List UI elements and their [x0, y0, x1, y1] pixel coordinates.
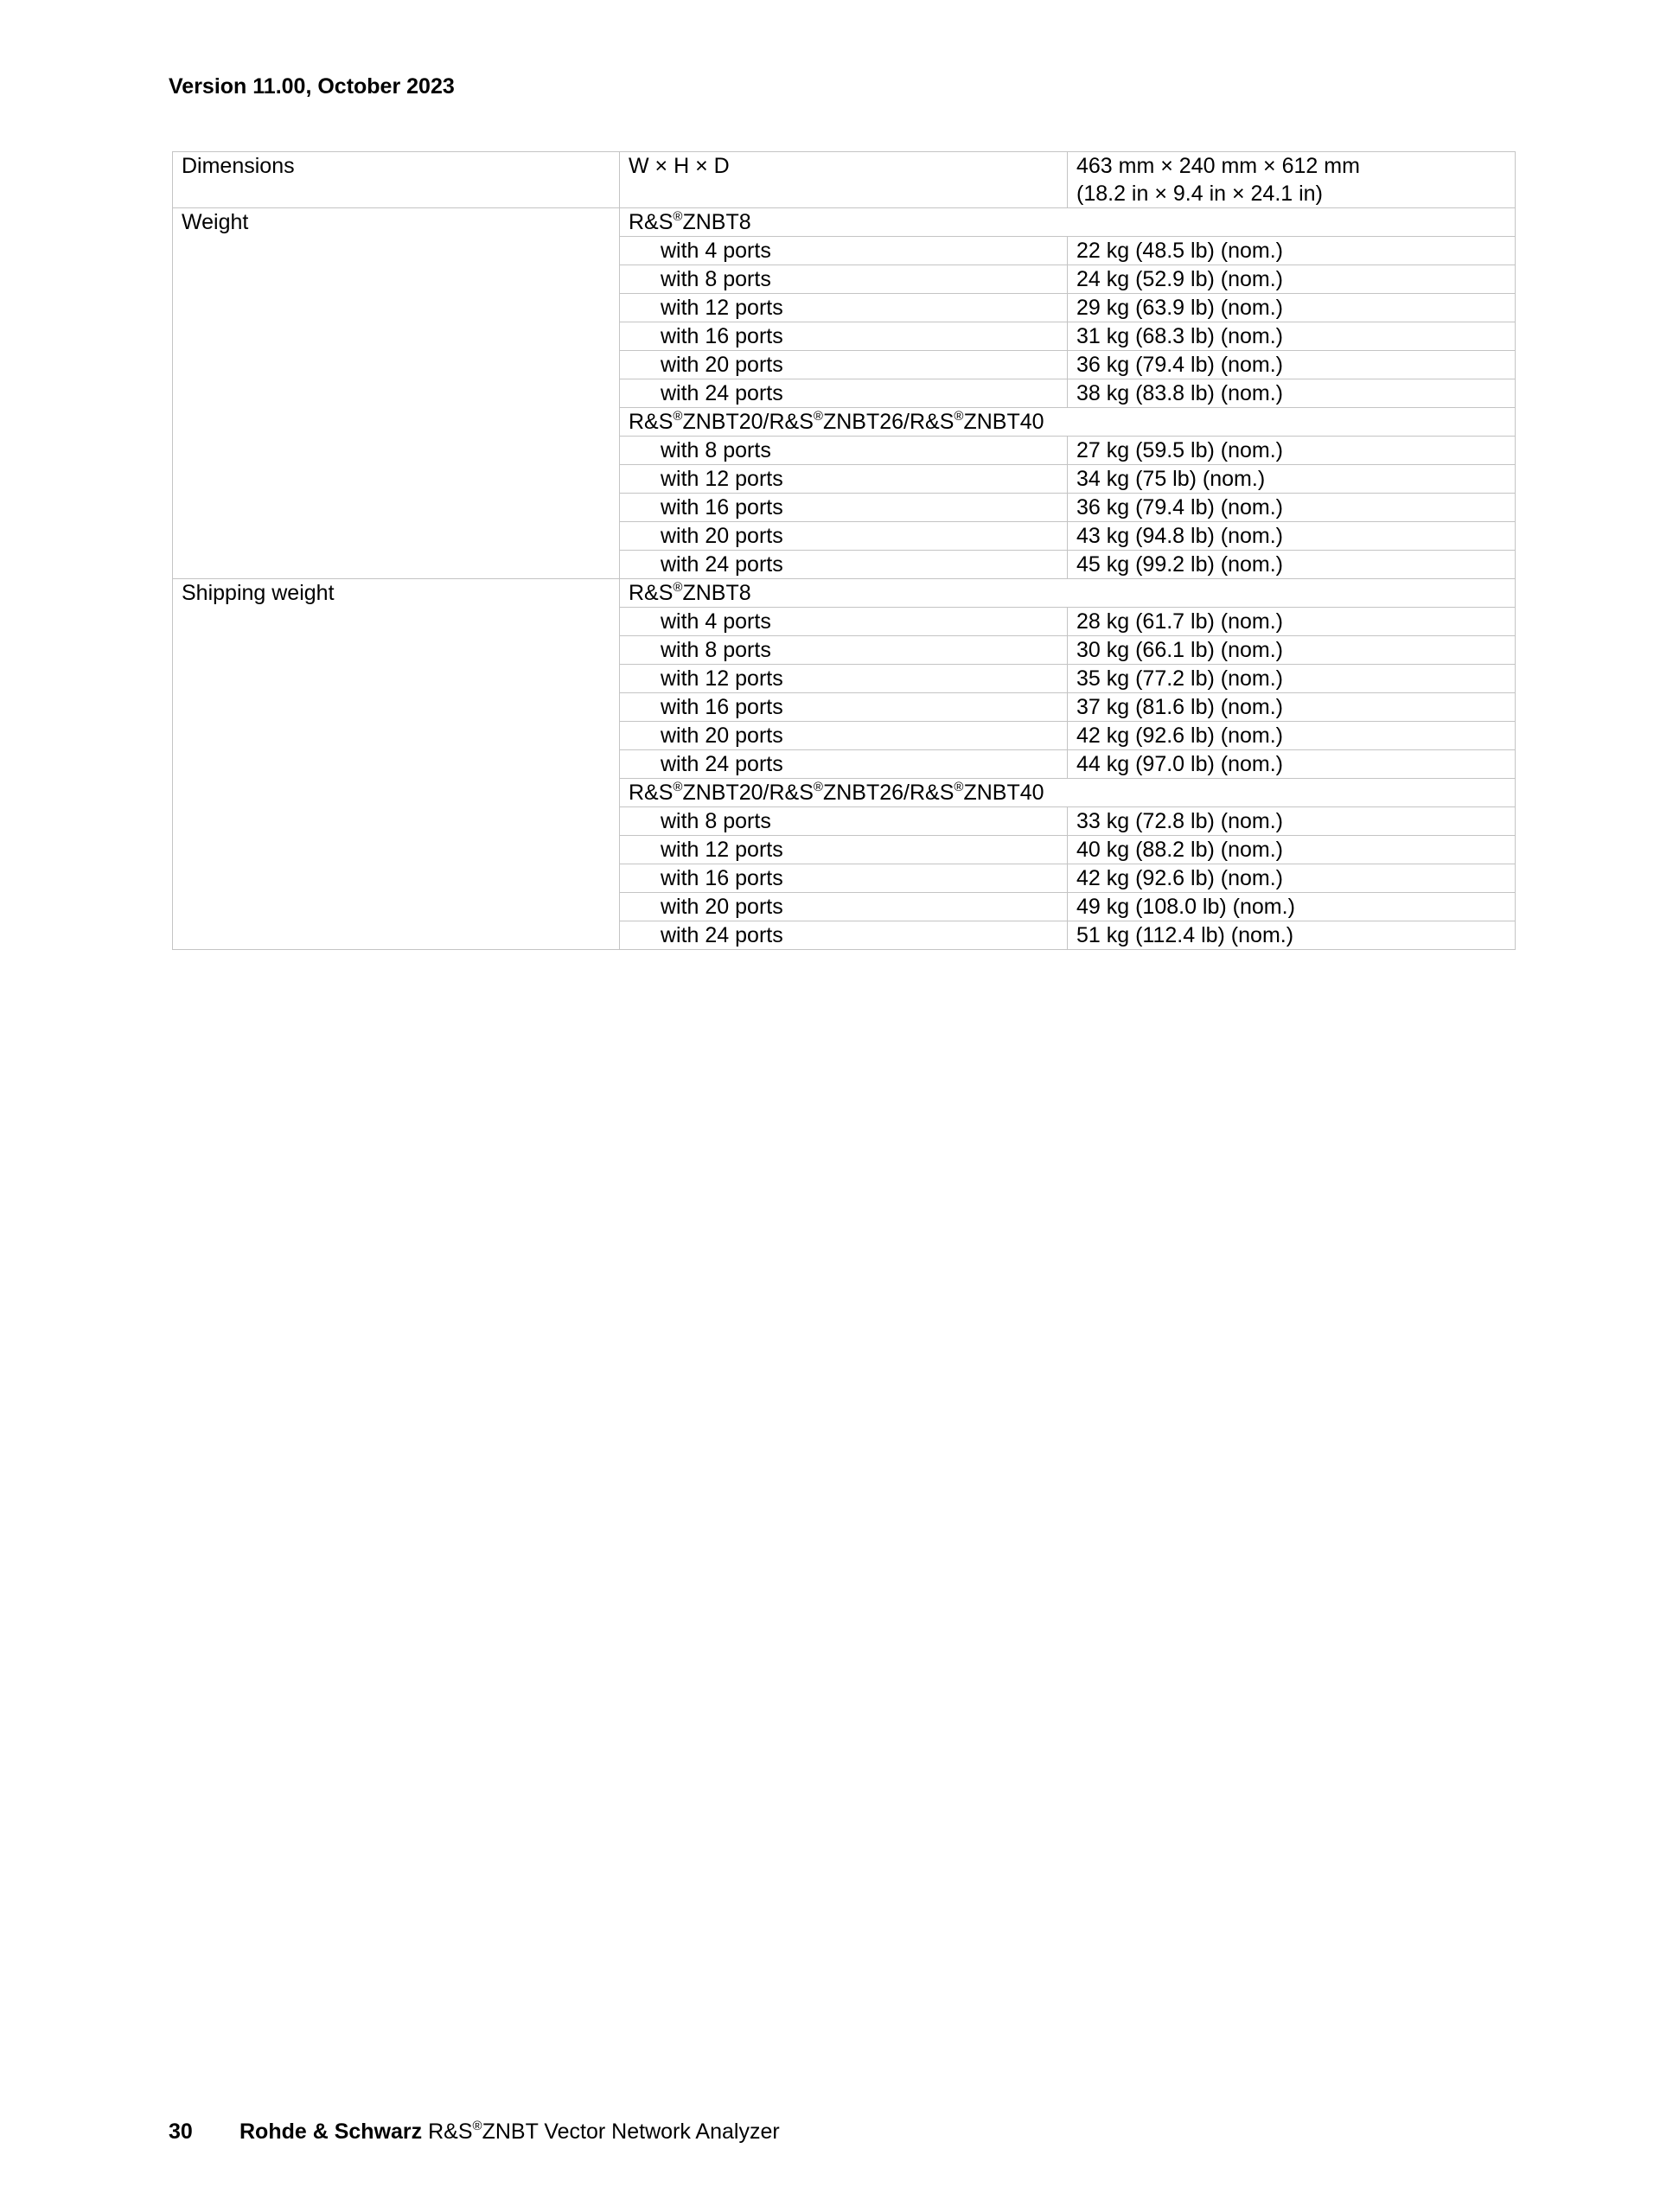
value: 37 kg (81.6 lb) (nom.) [1068, 693, 1516, 722]
table-row [173, 579, 1516, 608]
value: 38 kg (83.8 lb) (nom.) [1068, 379, 1516, 408]
table-row [173, 208, 1516, 237]
value: 27 kg (59.5 lb) (nom.) [1068, 437, 1516, 465]
value: 40 kg (88.2 lb) (nom.) [1068, 836, 1516, 864]
model-heading-znbt20-26-40: R&S®ZNBT20/R&S®ZNBT26/R&S®ZNBT40 [620, 408, 1516, 437]
value: 51 kg (112.4 lb) (nom.) [1068, 921, 1516, 950]
condition: with 12 ports [620, 294, 1068, 322]
condition: with 20 ports [620, 351, 1068, 379]
model-heading-znbt8: R&S®ZNBT8 [620, 208, 1516, 237]
value: 29 kg (63.9 lb) (nom.) [1068, 294, 1516, 322]
condition: with 20 ports [620, 522, 1068, 551]
condition: with 8 ports [620, 265, 1068, 294]
condition: with 12 ports [620, 465, 1068, 494]
param-shipping-weight: Shipping weight [173, 579, 620, 950]
value: 31 kg (68.3 lb) (nom.) [1068, 322, 1516, 351]
value: 49 kg (108.0 lb) (nom.) [1068, 893, 1516, 921]
value: 45 kg (99.2 lb) (nom.) [1068, 551, 1516, 579]
value: 35 kg (77.2 lb) (nom.) [1068, 665, 1516, 693]
value: 33 kg (72.8 lb) (nom.) [1068, 807, 1516, 836]
condition: with 4 ports [620, 237, 1068, 265]
specifications-table [172, 151, 1516, 950]
condition: with 16 ports [620, 693, 1068, 722]
condition: with 20 ports [620, 893, 1068, 921]
table-row-dimensions [173, 152, 1516, 208]
condition: with 16 ports [620, 494, 1068, 522]
condition: with 4 ports [620, 608, 1068, 636]
footer-product: R&S®ZNBT Vector Network Analyzer [428, 2119, 780, 2144]
page-footer [169, 2118, 780, 2145]
condition: with 12 ports [620, 836, 1068, 864]
page-header-version: Version 11.00, October 2023 [169, 74, 455, 99]
param-dimensions: Dimensions [173, 152, 620, 208]
value: 36 kg (79.4 lb) (nom.) [1068, 351, 1516, 379]
value: 42 kg (92.6 lb) (nom.) [1068, 722, 1516, 750]
value: 28 kg (61.7 lb) (nom.) [1068, 608, 1516, 636]
model-heading-znbt8: R&S®ZNBT8 [620, 579, 1516, 608]
value: 44 kg (97.0 lb) (nom.) [1068, 750, 1516, 779]
condition: with 16 ports [620, 864, 1068, 893]
value-dimensions-metric: 463 mm × 240 mm × 612 mm [1076, 154, 1360, 178]
condition: with 8 ports [620, 807, 1068, 836]
value-dimensions-imperial: (18.2 in × 9.4 in × 24.1 in) [1076, 182, 1323, 206]
condition: with 8 ports [620, 636, 1068, 665]
value: 22 kg (48.5 lb) (nom.) [1068, 237, 1516, 265]
footer-brand: Rohde & Schwarz [239, 2120, 423, 2144]
condition: with 24 ports [620, 921, 1068, 950]
value: 30 kg (66.1 lb) (nom.) [1068, 636, 1516, 665]
page-number: 30 [169, 2120, 193, 2144]
value: 42 kg (92.6 lb) (nom.) [1068, 864, 1516, 893]
value: 36 kg (79.4 lb) (nom.) [1068, 494, 1516, 522]
value: 34 kg (75 lb) (nom.) [1068, 465, 1516, 494]
condition: with 8 ports [620, 437, 1068, 465]
model-heading-znbt20-26-40: R&S®ZNBT20/R&S®ZNBT26/R&S®ZNBT40 [620, 779, 1516, 807]
condition: with 12 ports [620, 665, 1068, 693]
param-weight: Weight [173, 208, 620, 579]
condition: with 20 ports [620, 722, 1068, 750]
condition-whd: W × H × D [620, 152, 1068, 208]
condition: with 24 ports [620, 379, 1068, 408]
value: 24 kg (52.9 lb) (nom.) [1068, 265, 1516, 294]
value: 43 kg (94.8 lb) (nom.) [1068, 522, 1516, 551]
condition: with 24 ports [620, 551, 1068, 579]
condition: with 24 ports [620, 750, 1068, 779]
condition: with 16 ports [620, 322, 1068, 351]
value-dimensions [1068, 152, 1516, 208]
